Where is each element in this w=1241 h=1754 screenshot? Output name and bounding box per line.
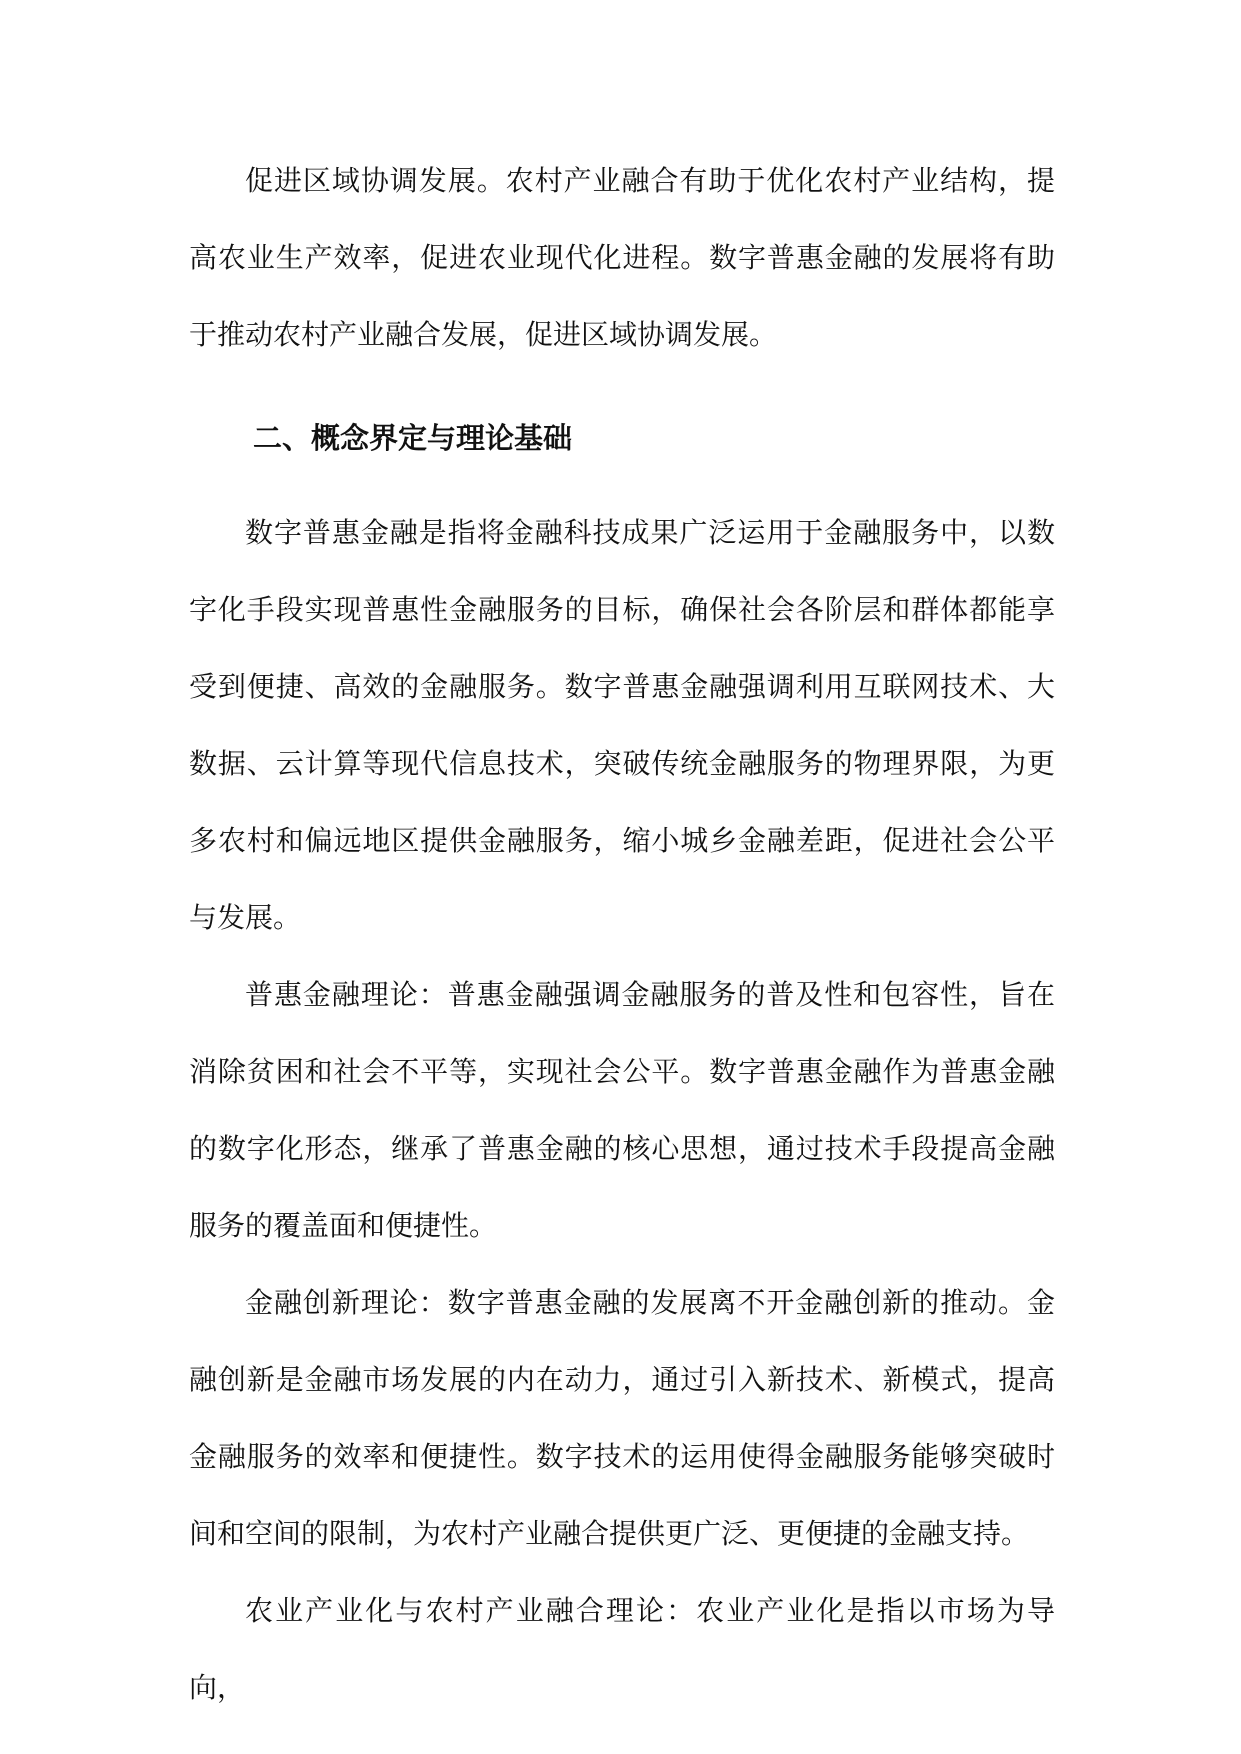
paragraph-definition: 数字普惠金融是指将金融科技成果广泛运用于金融服务中，以数字化手段实现普惠性金融服务的目标，确保社会各阶层和群体都能享受到便捷、高效的金融服务。数字普惠金融强调利用互联网技术、大数据、云计算等现代信息技术，突破传统金融服务的物理界限，为更多农村和偏远地区提供金融服务，缩小城乡金融差距，促进社会公平与发展。: [189, 516, 1055, 934]
section-heading: 二、概念界定与理论基础: [253, 421, 573, 455]
document-body: [189, 142, 1055, 1726]
paragraph-inclusive-finance-theory: 普惠金融理论：普惠金融强调金融服务的普及性和包容性，旨在消除贫困和社会不平等，实现社会公平。数字普惠金融作为普惠金融的数字化形态，继承了普惠金融的核心思想，通过技术手段提高金融服务的覆盖面和便捷性。: [189, 978, 1055, 1242]
paragraph-financial-innovation-theory: 金融创新理论：数字普惠金融的发展离不开金融创新的推动。金融创新是金融市场发展的内在动力，通过引入新技术、新模式，提高金融服务的效率和便捷性。数字技术的运用使得金融服务能够突破时间和空间的限制，为农村产业融合提供更广泛、更便捷的金融支持。: [189, 1286, 1055, 1550]
paragraph-industrialization-theory: 农业产业化与农村产业融合理论：农业产业化是指以市场为导向，: [189, 1594, 1055, 1704]
paragraph-regional-development: 促进区域协调发展。农村产业融合有助于优化农村产业结构，提高农业生产效率，促进农业现代化进程。数字普惠金融的发展将有助于推动农村产业融合发展，促进区域协调发展。: [189, 164, 1055, 351]
